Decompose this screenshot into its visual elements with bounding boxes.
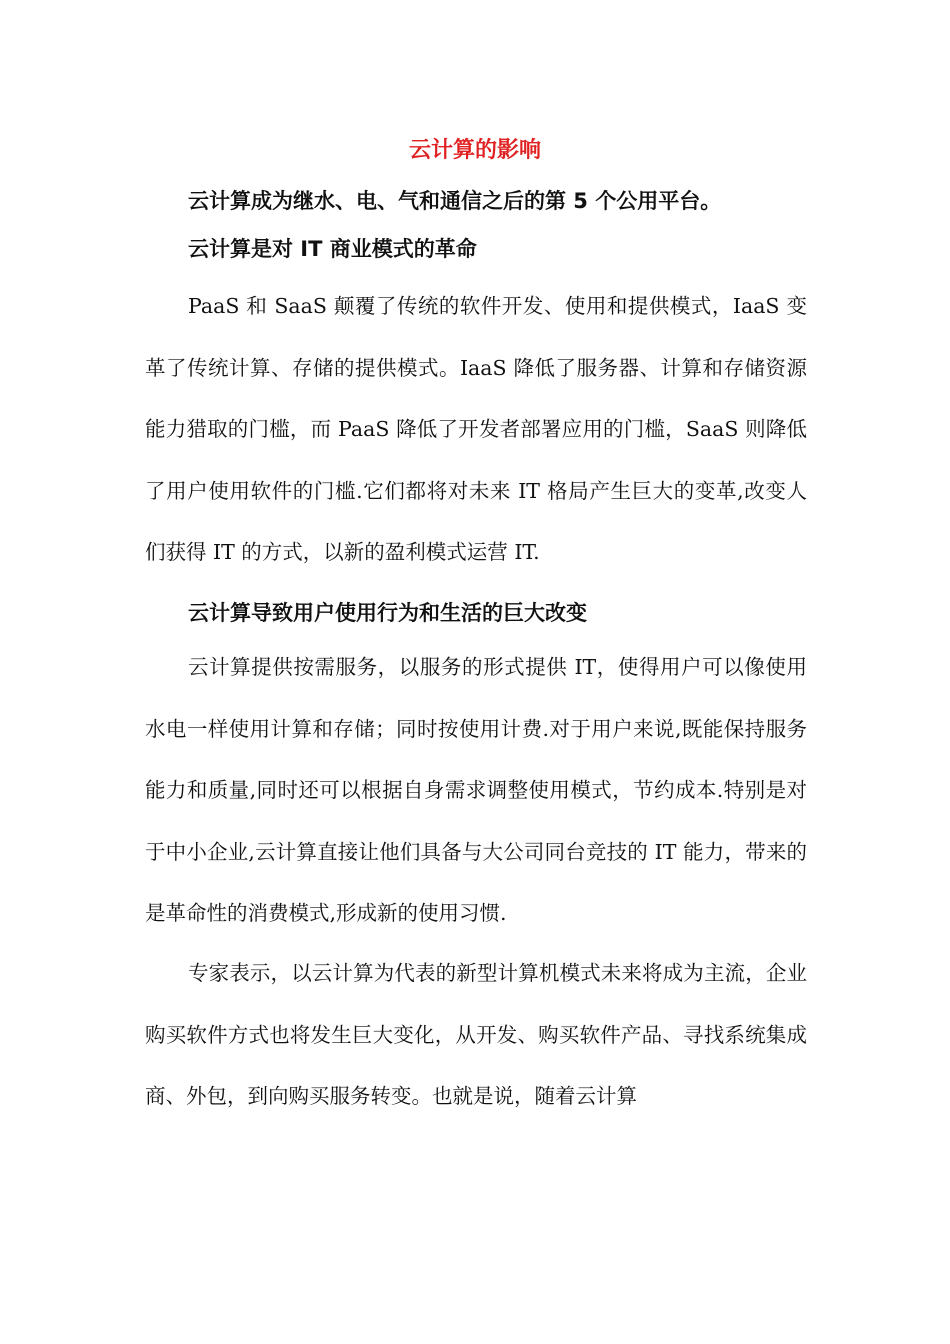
paragraph-on-demand-service: 云计算提供按需服务，以服务的形式提供 IT，使得用户可以像使用水电一样使用计算和存储；同时按使用计费.对于用户来说,既能保持服务能力和质量,同时还可以根据自身需求调整使用模式，节约成本.特别是对于中小企业,云计算直接让他们具备与大公司同台竞技的 IT 能力，带来的是革命性的消费模式,形成新的使用习惯. [145, 655, 807, 925]
heading-user-behavior-change: 云计算导致用户使用行为和生活的巨大改变 [188, 601, 587, 625]
paragraph-expert-opinion: 专家表示，以云计算为代表的新型计算机模式未来将成为主流，企业购买软件方式也将发生巨大变化，从开发、购买软件产品、寻找系统集成商、外包，到向购买服务转变。也就是说，随着云计算 [145, 961, 807, 1108]
document-title: 云计算的影响 [408, 138, 541, 163]
heading-public-platform: 云计算成为继水、电、气和通信之后的第 5 个公用平台。 [188, 189, 722, 213]
paragraph-paas-saas-iaas: PaaS 和 SaaS 颠覆了传统的软件开发、使用和提供模式，IaaS 变革了传统计算、存储的提供模式。IaaS 降低了服务器、计算和存储资源能力猎取的门槛，而 PaaS 降低了开发者部署应用的门槛，SaaS 则降低了用户使用软件的门槛.它们都将对未来 IT 格局产生巨大的变革,改变人们获得 IT 的方式，以新的盈利模式运营 IT. [145, 294, 807, 564]
heading-it-business-revolution: 云计算是对 IT 商业模式的革命 [188, 237, 477, 261]
